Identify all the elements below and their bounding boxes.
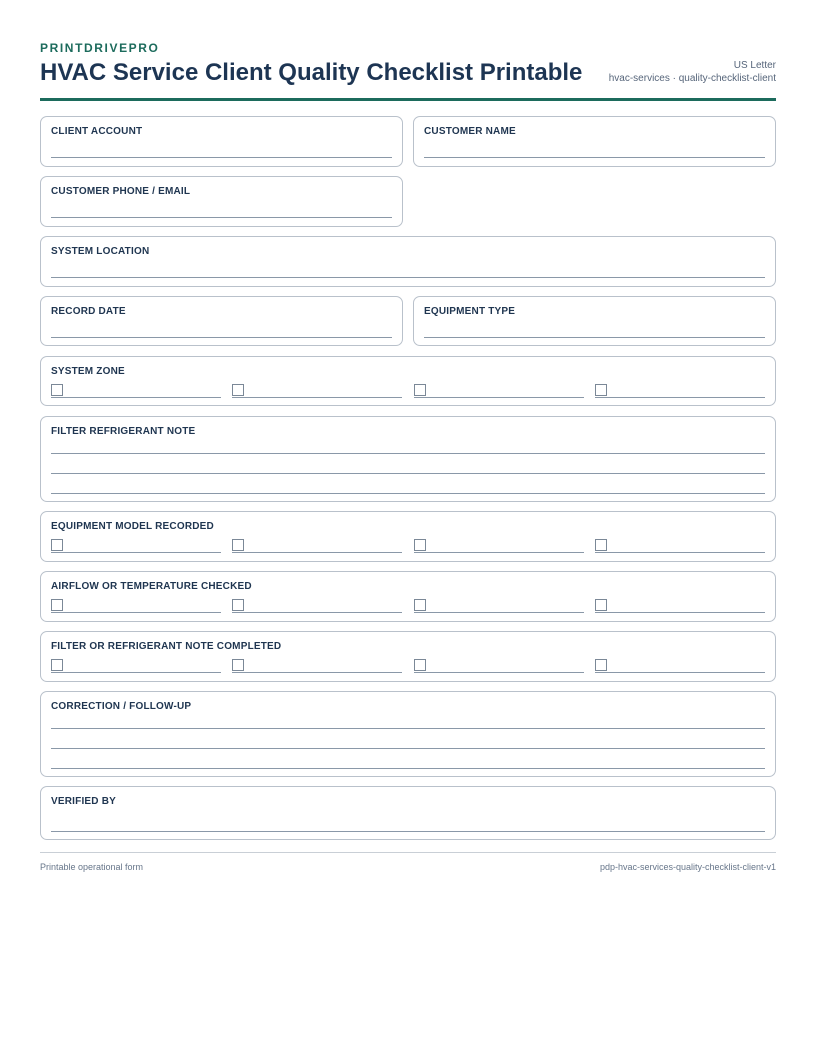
option-entry-line[interactable] xyxy=(51,672,221,673)
filter-refrigerant-completed-option-1 xyxy=(51,659,221,673)
client-account-field xyxy=(40,116,403,167)
airflow-temperature-option-1 xyxy=(51,599,221,613)
checkbox[interactable] xyxy=(595,384,607,396)
equipment-model-option-1 xyxy=(51,539,221,553)
system-location-field xyxy=(40,236,776,287)
option-entry-line[interactable] xyxy=(595,612,765,613)
checkbox[interactable] xyxy=(51,659,63,671)
customer-name-field xyxy=(413,116,776,167)
option-entry-line[interactable] xyxy=(232,672,402,673)
option-entry-line[interactable] xyxy=(595,397,765,398)
checkbox[interactable] xyxy=(414,539,426,551)
checkbox[interactable] xyxy=(232,539,244,551)
checkbox[interactable] xyxy=(414,384,426,396)
checkbox[interactable] xyxy=(595,599,607,611)
checkbox[interactable] xyxy=(232,384,244,396)
system-location-label: SYSTEM LOCATION xyxy=(51,246,150,257)
system-zone-option-4 xyxy=(595,384,765,398)
airflow-temperature-checked-field xyxy=(40,571,776,622)
verified-by-field xyxy=(40,786,776,840)
checkbox[interactable] xyxy=(232,599,244,611)
option-entry-line[interactable] xyxy=(51,397,221,398)
option-entry-line[interactable] xyxy=(414,552,584,553)
airflow-temperature-checked-label: AIRFLOW OR TEMPERATURE CHECKED xyxy=(51,581,252,592)
checkbox[interactable] xyxy=(232,659,244,671)
system-zone-field xyxy=(40,356,776,406)
brand-name: PRINTDRIVEPRO xyxy=(40,41,160,55)
client-account-entry-line[interactable] xyxy=(51,157,392,158)
option-entry-line[interactable] xyxy=(414,397,584,398)
filter-refrigerant-completed-label: FILTER OR REFRIGERANT NOTE COMPLETED xyxy=(51,641,282,652)
system-zone-option-2 xyxy=(232,384,402,398)
airflow-temperature-option-4 xyxy=(595,599,765,613)
option-entry-line[interactable] xyxy=(232,552,402,553)
system-zone-option-3 xyxy=(414,384,584,398)
paper-size: US Letter xyxy=(733,60,776,71)
filter-refrigerant-completed-option-2 xyxy=(232,659,402,673)
form-header xyxy=(40,40,776,101)
note-entry-line[interactable] xyxy=(51,728,765,729)
note-entry-line[interactable] xyxy=(51,768,765,769)
note-entry-line[interactable] xyxy=(51,493,765,494)
system-location-entry-line[interactable] xyxy=(51,277,765,278)
customer-name-label: CUSTOMER NAME xyxy=(424,126,516,137)
record-date-field xyxy=(40,296,403,346)
airflow-temperature-option-2 xyxy=(232,599,402,613)
option-entry-line[interactable] xyxy=(232,397,402,398)
correction-follow-up-label: CORRECTION / FOLLOW-UP xyxy=(51,701,192,712)
form-id: pdp-hvac-services-quality-checklist-client-v1 xyxy=(599,862,776,872)
equipment-model-option-4 xyxy=(595,539,765,553)
equipment-model-option-2 xyxy=(232,539,402,553)
equipment-type-entry-line[interactable] xyxy=(424,337,765,338)
system-zone-option-1 xyxy=(51,384,221,398)
checkbox[interactable] xyxy=(414,659,426,671)
form-footer xyxy=(40,852,776,872)
equipment-model-recorded-label: EQUIPMENT MODEL RECORDED xyxy=(51,521,214,532)
option-entry-line[interactable] xyxy=(51,552,221,553)
option-entry-line[interactable] xyxy=(51,612,221,613)
customer-contact-label: CUSTOMER PHONE / EMAIL xyxy=(51,186,191,197)
checkbox[interactable] xyxy=(51,384,63,396)
record-date-label: RECORD DATE xyxy=(51,306,126,317)
system-zone-label: SYSTEM ZONE xyxy=(51,366,125,377)
client-account-label: CLIENT ACCOUNT xyxy=(51,126,143,137)
equipment-model-option-3 xyxy=(414,539,584,553)
filter-refrigerant-completed-option-3 xyxy=(414,659,584,673)
option-entry-line[interactable] xyxy=(232,612,402,613)
note-entry-line[interactable] xyxy=(51,748,765,749)
checkbox[interactable] xyxy=(414,599,426,611)
option-entry-line[interactable] xyxy=(414,612,584,613)
filter-refrigerant-note-field xyxy=(40,416,776,502)
option-entry-line[interactable] xyxy=(595,672,765,673)
form-page xyxy=(40,0,776,1056)
filter-refrigerant-completed-field xyxy=(40,631,776,682)
checkbox[interactable] xyxy=(595,659,607,671)
correction-follow-up-field xyxy=(40,691,776,777)
airflow-temperature-option-3 xyxy=(414,599,584,613)
option-entry-line[interactable] xyxy=(595,552,765,553)
note-entry-line[interactable] xyxy=(51,453,765,454)
option-entry-line[interactable] xyxy=(414,672,584,673)
document-path: hvac-services · quality-checklist-client xyxy=(608,73,776,84)
page-title: HVAC Service Client Quality Checklist Printable xyxy=(40,59,583,86)
equipment-model-recorded-field xyxy=(40,511,776,562)
equipment-type-label: EQUIPMENT TYPE xyxy=(424,306,516,317)
equipment-type-field xyxy=(413,296,776,346)
verified-by-entry-line[interactable] xyxy=(51,831,765,832)
filter-refrigerant-completed-option-4 xyxy=(595,659,765,673)
note-entry-line[interactable] xyxy=(51,473,765,474)
record-date-entry-line[interactable] xyxy=(51,337,392,338)
filter-refrigerant-note-label: FILTER REFRIGERANT NOTE xyxy=(51,426,196,437)
customer-contact-entry-line[interactable] xyxy=(51,217,392,218)
checkbox[interactable] xyxy=(595,539,607,551)
customer-contact-field xyxy=(40,176,403,227)
verified-by-label: VERIFIED BY xyxy=(51,796,116,807)
checkbox[interactable] xyxy=(51,539,63,551)
customer-name-entry-line[interactable] xyxy=(424,157,765,158)
checkbox[interactable] xyxy=(51,599,63,611)
document-meta xyxy=(609,59,776,85)
footer-description: Printable operational form xyxy=(40,862,144,872)
